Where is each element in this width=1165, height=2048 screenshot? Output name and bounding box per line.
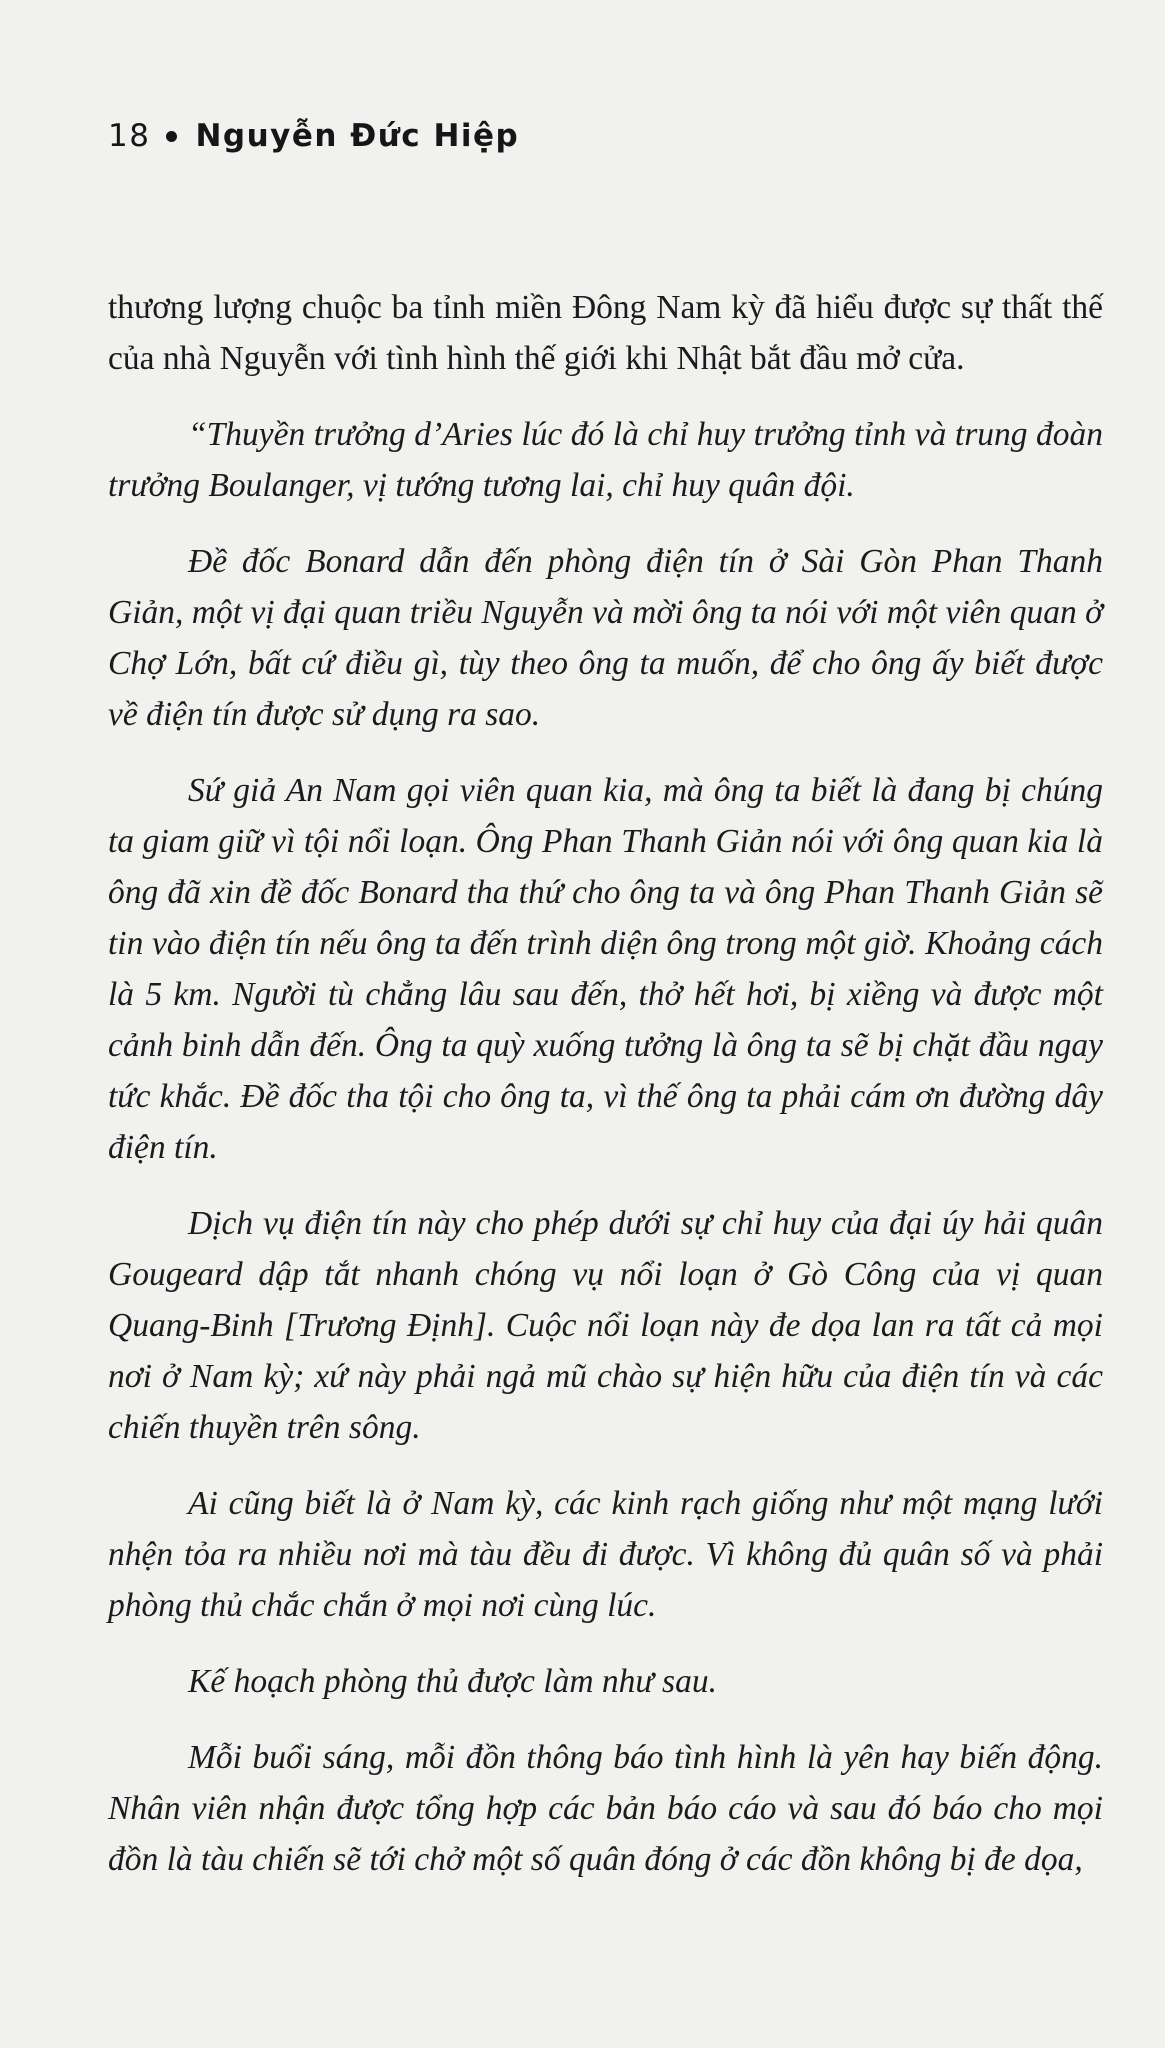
bullet-separator xyxy=(166,131,177,142)
paragraph: Ai cũng biết là ở Nam kỳ, các kinh rạch giống như một mạng lưới nhện tỏa ra nhiều nơi mà tàu đều đi được. Vì không đủ quân số và phải phòng thủ chắc chắn ở mọi nơi cùng lúc. xyxy=(108,1485,1103,1624)
paragraph: Dịch vụ điện tín này cho phép dưới sự chỉ huy của đại úy hải quân Gougeard dập tắt nhanh chóng vụ nổi loạn ở Gò Công của vị quan Quang-Binh [Trương Định]. Cuộc nổi loạn này đe dọa lan ra tất cả mọi nơi ở Nam kỳ; xứ này phải ngả mũ chào sự hiện hữu của điện tín và các chiến thuyền trên sông. xyxy=(108,1205,1103,1446)
paragraph: Kế hoạch phòng thủ được làm như sau. xyxy=(188,1663,717,1700)
page-body xyxy=(108,282,1103,1885)
page-number: 18 xyxy=(108,118,151,154)
running-header xyxy=(108,112,1103,160)
paragraph: Sứ giả An Nam gọi viên quan kia, mà ông ta biết là đang bị chúng ta giam giữ vì tội nổi loạn. Ông Phan Thanh Giản nói với ông quan kia là ông đã xin đề đốc Bonard tha thứ cho ông ta và ông Phan Thanh Giản sẽ tin vào điện tín nếu ông ta đến trình diện ông trong một giờ. Khoảng cách là 5 km. Người tù chẳng lâu sau đến, thở hết hơi, bị xiềng và được một cảnh binh dẫn đến. Ông ta quỳ xuống tưởng là ông ta sẽ bị chặt đầu ngay tức khắc. Đề đốc tha tội cho ông ta, vì thế ông ta phải cám ơn đường dây điện tín. xyxy=(108,772,1103,1166)
paragraph: “Thuyền trưởng d’Aries lúc đó là chỉ huy trưởng tỉnh và trung đoàn trưởng Boulanger, vị tướng tương lai, chỉ huy quân đội. xyxy=(108,416,1103,504)
paragraph: thương lượng chuộc ba tỉnh miền Đông Nam kỳ đã hiểu được sự thất thế của nhà Nguyễn với tình hình thế giới khi Nhật bắt đầu mở cửa. xyxy=(108,289,1103,377)
author-name: Nguyễn Đức Hiệp xyxy=(195,118,520,154)
paragraph: Đề đốc Bonard dẫn đến phòng điện tín ở Sài Gòn Phan Thanh Giản, một vị đại quan triều Nguyễn và mời ông ta nói với một viên quan ở Chợ Lớn, bất cứ điều gì, tùy theo ông ta muốn, để cho ông ấy biết được về điện tín được sử dụng ra sao. xyxy=(108,543,1103,733)
paragraph: Mỗi buổi sáng, mỗi đồn thông báo tình hình là yên hay biến động. Nhân viên nhận được tổng hợp các bản báo cáo và sau đó báo cho mọi đồn là tàu chiến sẽ tới chở một số quân đóng ở các đồn không bị đe dọa, xyxy=(108,1739,1103,1878)
